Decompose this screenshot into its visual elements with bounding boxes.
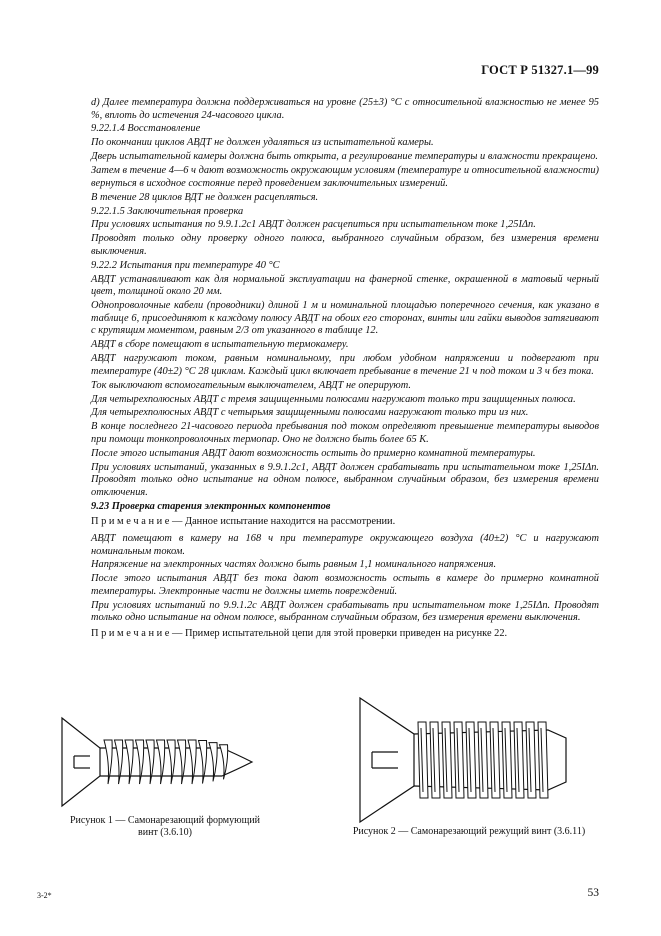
text-paragraph: 9.23 Проверка старения электронных компонентов — [91, 500, 331, 512]
thread-ridge — [167, 740, 175, 784]
figure-1-caption: Рисунок 1 — Самонарезающий формующий винт (3.6.10) — [69, 815, 260, 838]
text-paragraph: После этого испытания АВДТ дают возможность остыть до примерно комнатной температуры. — [91, 447, 536, 459]
thread-ridge — [146, 740, 154, 784]
text-paragraph: При условиях испытаний, указанных в 9.9.1.2с1, АВДТ должен срабатывать при испытательном токе 1,25IΔn. Проводят только одно испытание на одном полюсе, выбранном случайным образом, без измерения времени отключения. — [91, 461, 599, 498]
thread-ridge — [178, 740, 186, 784]
text-paragraph: Проводят только одну проверку одного полюса, выбранного случайным образом, без измерения времени выключения. — [91, 233, 599, 257]
figures-area — [0, 690, 661, 850]
text-paragraph: d) Далее температура должна поддерживаться на уровне (25±3) °С с относительной влажностью не менее 95 %, вплоть до истечения 24-часового цикла. — [91, 97, 599, 121]
text-paragraph: 9.22.1.5 Заключительная проверка — [91, 205, 244, 217]
text-paragraph: По окончании циклов АВДТ не должен удаляться из испытательной камеры. — [91, 137, 434, 149]
text-paragraph: АВДТ устанавливают как для нормальной эксплуатации на фанерной стенке, окрашенной в матовый черный цвет, толщиной около 20 мм. — [91, 273, 599, 298]
text-paragraph: АВДТ в сборе помещают в испытательную термокамеру. — [91, 339, 349, 351]
thread-ridge — [104, 740, 112, 784]
thread-ridge — [115, 740, 123, 784]
text-paragraph: 9.22.1.4 Восстановление — [91, 123, 201, 135]
thread-ridge — [125, 740, 133, 784]
note-paragraph: П р и м е ч а н и е — Пример испытательной цепи для этой проверки приведен на рисунке 22. — [91, 627, 508, 639]
text-paragraph: После этого испытания АВДТ без тока дают возможность остыть в камере до примерно комнатной температуры. Электронные части не должны иметь повреждений. — [91, 573, 599, 597]
text-paragraph: Для четырехполюсных АВДТ с тремя защищенными полюсами нагружают только три защищенных полюса. — [91, 393, 576, 405]
thread-ridge — [157, 740, 165, 784]
text-paragraph: АВДТ нагружают током, равным номинальному, при любом удобном напряжении и подвергают при температуре (40±2) °С 28 циклам. Каждый цикл включает пребывание в течение 21 ч под током и 3 ч без тока. — [91, 353, 599, 377]
body-text — [91, 97, 599, 645]
page-header: ГОСТ Р 51327.1—99 — [481, 63, 599, 77]
text-paragraph: 9.22.2 Испытания при температуре 40 °С — [91, 259, 280, 271]
figure-2-caption: Рисунок 2 — Самонарезающий режущий винт (3.6.11) — [352, 826, 586, 837]
text-paragraph: Дверь испытательной камеры должна быть открыта, а регулирование температуры и влажности прекращено. — [91, 151, 599, 163]
text-paragraph: При условиях испытания по 9.9.1.2с1 АВДТ должен расцепиться при испытательном токе 1,25IΔn. — [91, 219, 536, 231]
text-paragraph: АВДТ помещают в камеру на 168 ч при температуре окружающего воздуха (40±2) °С и нагружают номинальным током. — [91, 532, 599, 557]
thread-ridge — [136, 740, 144, 784]
page-number: 53 — [587, 887, 599, 899]
text-paragraph: Затем в течение 4—6 ч дают возможность окружающим условиям (температуре и относительной влажности) вернуться в исходное состояние перед проведением заключительных измерений. — [91, 165, 599, 189]
text-paragraph: Для четырехполюсных АВДТ с четырьмя защищенными полюсами нагружают только три из них. — [91, 407, 529, 419]
text-paragraph: Напряжение на электронных частях должно быть равным 1,1 номинального напряжения. — [91, 559, 497, 571]
thread-ridge — [199, 741, 207, 784]
footer-mark: 3-2* — [37, 891, 52, 900]
text-paragraph: Однопроволочные кабели (проводники) длиной 1 м и номинальной площадью поперечного сечения, как указано в таблице 6, присоединяют к каждому полюсу АВДТ на обоих его сторонах, винты или гайки выводов затягивают с крутящим моментом, равным 2/3 от указанного в таблице 12. — [91, 300, 599, 337]
text-paragraph: Ток выключают вспомогательным выключателем, АВДТ не оперируют. — [91, 379, 411, 391]
text-paragraph: При условиях испытаний по 9.9.1.2с АВДТ должен срабатывать при испытательном токе 1,25IΔn. Проводят только одно испытание на одном полюсе, выбранном случайным образом, без измерения времени выключения. — [91, 599, 599, 624]
thread-ridge — [188, 740, 196, 784]
text-paragraph: В конце последнего 21-часового периода пребывания под током определяют превышение температуры выводов при помощи тонкопроволочных термопар. Оно не должно быть более 65 К. — [91, 421, 599, 445]
note-paragraph: П р и м е ч а н и е — Данное испытание находится на рассмотрении. — [91, 516, 396, 528]
text-paragraph: В течение 28 циклов ВДТ не должен расцепляться. — [91, 191, 319, 203]
